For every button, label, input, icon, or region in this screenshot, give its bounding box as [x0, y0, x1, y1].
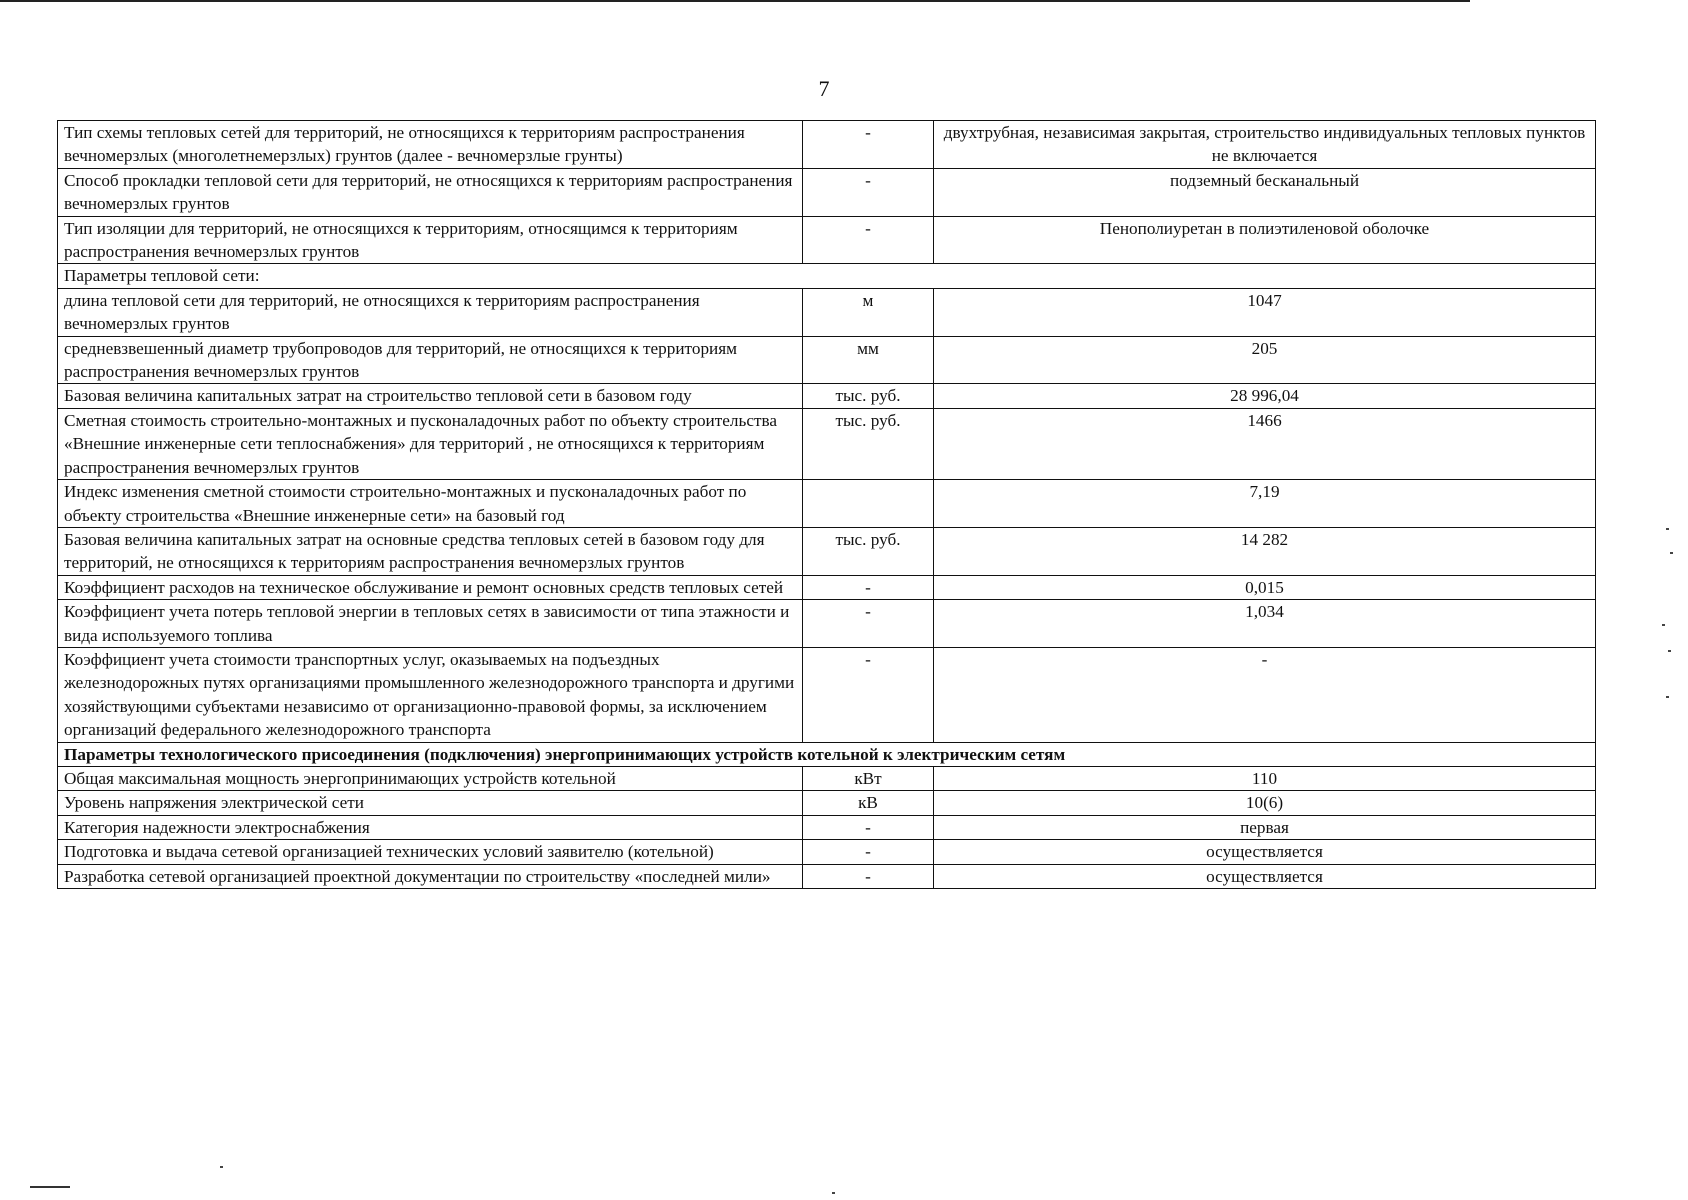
- scan-speck: [1662, 624, 1665, 626]
- param-name: Уровень напряжения электрической сети: [58, 791, 803, 815]
- table-row: [58, 791, 1596, 815]
- section-row: [58, 264, 1596, 288]
- param-name: Коэффициент учета потерь тепловой энергии в тепловых сетях в зависимости от типа этажности и вида используемого топлива: [58, 600, 803, 648]
- table-row: [58, 480, 1596, 528]
- param-name: Подготовка и выдача сетевой организацией технических условий заявителю (котельной): [58, 840, 803, 864]
- param-value: первая: [934, 815, 1596, 839]
- table-row: [58, 168, 1596, 216]
- param-name: Тип изоляции для территорий, не относящихся к территориям, относящимся к территориям распространения вечномерзлых грунтов: [58, 216, 803, 264]
- param-name: Разработка сетевой организацией проектной документации по строительству «последней мили»: [58, 864, 803, 888]
- param-unit: [803, 480, 934, 528]
- param-name: длина тепловой сети для территорий, не относящихся к территориям распространения вечномерзлых грунтов: [58, 288, 803, 336]
- param-value: 1466: [934, 408, 1596, 479]
- param-unit: тыс. руб.: [803, 384, 934, 408]
- param-name: Сметная стоимость строительно-монтажных и пусконаладочных работ по объекту строительства «Внешние инженерные сети теплоснабжения» для территорий , не относящихся к территориям распространения вечномерзлых грунтов: [58, 408, 803, 479]
- param-name: Общая максимальная мощность энергопринимающих устройств котельной: [58, 766, 803, 790]
- page-number: 7: [818, 76, 830, 101]
- table-row: [58, 840, 1596, 864]
- param-name: Коэффициент учета стоимости транспортных услуг, оказываемых на подъездных железнодорожных путях организациями промышленного железнодорожного транспорта и другими хозяйствующими субъектами независимо от организационно-правовой формы, за исключением организаций федерального железнодорожного транспорта: [58, 647, 803, 742]
- param-name: Тип схемы тепловых сетей для территорий, не относящихся к территориям распространения вечномерзлых (многолетнемерзлых) грунтов (далее - вечномерзлые грунты): [58, 121, 803, 169]
- scan-edge-line: [0, 0, 1470, 2]
- param-unit: -: [803, 840, 934, 864]
- param-name: Способ прокладки тепловой сети для территорий, не относящихся к территориям распространения вечномерзлых грунтов: [58, 168, 803, 216]
- param-value: двухтрубная, независимая закрытая, строительство индивидуальных тепловых пунктов не включается: [934, 121, 1596, 169]
- table-row: [58, 600, 1596, 648]
- param-unit: тыс. руб.: [803, 408, 934, 479]
- scan-speck: [1668, 650, 1671, 652]
- scan-speck: [832, 1192, 835, 1194]
- param-value: 1047: [934, 288, 1596, 336]
- param-value: осуществляется: [934, 840, 1596, 864]
- param-name: средневзвешенный диаметр трубопроводов для территорий, не относящихся к территориям распространения вечномерзлых грунтов: [58, 336, 803, 384]
- table-row: [58, 384, 1596, 408]
- scan-speck: [1666, 696, 1669, 698]
- scan-speck: [220, 1166, 223, 1168]
- param-unit: кВ: [803, 791, 934, 815]
- param-value: 1,034: [934, 600, 1596, 648]
- param-value: 0,015: [934, 575, 1596, 599]
- table-row: [58, 121, 1596, 169]
- parameters-table: [57, 120, 1596, 889]
- param-unit: -: [803, 864, 934, 888]
- param-name: Категория надежности электроснабжения: [58, 815, 803, 839]
- param-value: 10(6): [934, 791, 1596, 815]
- param-unit: тыс. руб.: [803, 527, 934, 575]
- param-value: подземный бесканальный: [934, 168, 1596, 216]
- param-name: Базовая величина капитальных затрат на основные средства тепловых сетей в базовом году для территорий, не относящихся к территориям распространения вечномерзлых грунтов: [58, 527, 803, 575]
- table-row: [58, 527, 1596, 575]
- param-unit: -: [803, 121, 934, 169]
- param-name: Индекс изменения сметной стоимости строительно-монтажных и пусконаладочных работ по объекту строительства «Внешние инженерные сети» на базовый год: [58, 480, 803, 528]
- table-row: [58, 408, 1596, 479]
- table-row: [58, 216, 1596, 264]
- section-row: [58, 742, 1596, 766]
- param-unit: кВт: [803, 766, 934, 790]
- param-name: Базовая величина капитальных затрат на строительство тепловой сети в базовом году: [58, 384, 803, 408]
- param-unit: -: [803, 216, 934, 264]
- table-row: [58, 575, 1596, 599]
- scan-speck: [1666, 528, 1669, 530]
- param-value: 110: [934, 766, 1596, 790]
- param-unit: -: [803, 575, 934, 599]
- section-heading: Параметры тепловой сети:: [58, 264, 1596, 288]
- param-unit: -: [803, 815, 934, 839]
- table-row: [58, 647, 1596, 742]
- param-value: 205: [934, 336, 1596, 384]
- param-unit: мм: [803, 336, 934, 384]
- scan-edge-line: [30, 1186, 70, 1188]
- param-name: Коэффициент расходов на техническое обслуживание и ремонт основных средств тепловых сетей: [58, 575, 803, 599]
- param-value: осуществляется: [934, 864, 1596, 888]
- param-value: Пенополиуретан в полиэтиленовой оболочке: [934, 216, 1596, 264]
- param-unit: -: [803, 600, 934, 648]
- table-row: [58, 864, 1596, 888]
- section-heading-bold: Параметры технологического присоединения (подключения) энергопринимающих устройств котельной к электрическим сетям: [58, 742, 1596, 766]
- table-row: [58, 815, 1596, 839]
- param-unit: -: [803, 168, 934, 216]
- param-value: -: [934, 647, 1596, 742]
- scan-speck: [1670, 552, 1673, 554]
- param-value: 28 996,04: [934, 384, 1596, 408]
- table-row: [58, 336, 1596, 384]
- param-value: 7,19: [934, 480, 1596, 528]
- param-unit: м: [803, 288, 934, 336]
- param-unit: -: [803, 647, 934, 742]
- param-value: 14 282: [934, 527, 1596, 575]
- table-row: [58, 288, 1596, 336]
- table-row: [58, 766, 1596, 790]
